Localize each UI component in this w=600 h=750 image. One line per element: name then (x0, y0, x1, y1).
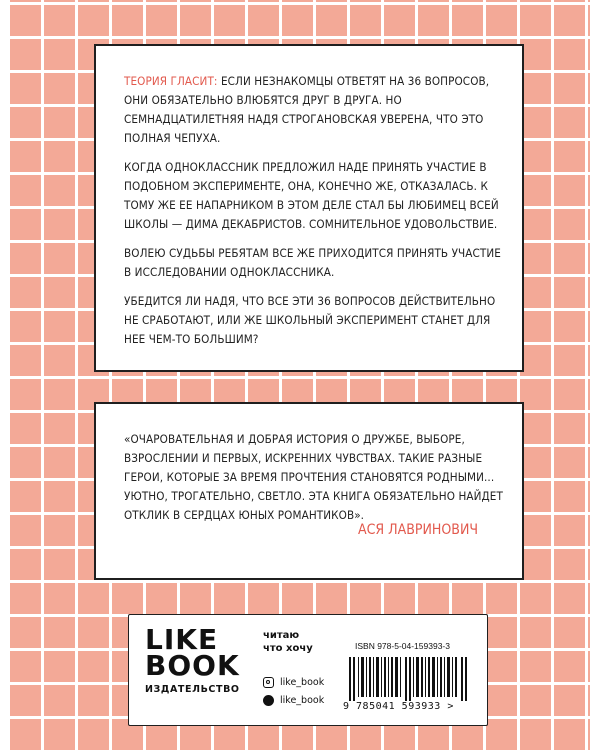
description-paragraph-1 (124, 72, 504, 148)
logo-subtitle: ИЗДАТЕЛЬСТВО (145, 684, 240, 695)
vk-icon (263, 695, 274, 706)
slogan (263, 629, 313, 655)
instagram-link[interactable] (263, 677, 324, 688)
description-paragraph-2: КОГДА ОДНОКЛАССНИК ПРЕДЛОЖИЛ НАДЕ ПРИНЯТЬ УЧАСТИЕ В ПОДОБНОМ ЭКСПЕРИМЕНТЕ, ОНА, КОНЕЧНО ЖЕ, ОТКАЗАЛАСЬ. К ТОМУ ЖЕ ЕЕ НАПАРНИКОМ В ЭТОМ ДЕЛЕ СТАЛ БЫ ЛЮБИМЕЦ ВСЕЙ ШКОЛЫ — ДИМА ДЕКАБРИСТОВ. СОМНИТЕЛЬНОЕ УДОВОЛЬСТВИЕ. (124, 160, 499, 231)
isbn-text: ISBN 978-5-04-159393-3 (355, 641, 450, 651)
logo-line-like: LIKE (145, 623, 219, 656)
instagram-handle: like_book (280, 677, 325, 688)
quote-panel (94, 402, 524, 580)
barcode-number: 9 785041 593933 > (343, 701, 454, 712)
description-paragraph-1-text: ЕСЛИ НЕЗНАКОМЦЫ ОТВЕТЯТ НА 36 ВОПРОСОВ, ОНИ ОБЯЗАТЕЛЬНО ВЛЮБЯТСЯ ДРУГ В ДРУГА. НО СЕМНАДЦАТИЛЕТНЯЯ НАДЯ СТРОГАНОВСКАЯ УВЕРЕНА, ЧТО ЭТО ПОЛНАЯ ЧЕПУХА. (124, 74, 490, 145)
description-paragraph-4: УБЕДИТСЯ ЛИ НАДЯ, ЧТО ВСЕ ЭТИ 36 ВОПРОСОВ ДЕЙСТВИТЕЛЬНО НЕ СРАБОТАЮТ, ИЛИ ЖЕ ШКОЛЬНЫЙ ЭКСПЕРИМЕНТ СТАНЕТ ДЛЯ НЕЕ ЧЕМ-ТО БОЛЬШИМ? (124, 294, 496, 346)
description-paragraph-3: ВОЛЕЮ СУДЬБЫ РЕБЯТАМ ВСЕ ЖЕ ПРИХОДИТСЯ ПРИНЯТЬ УЧАСТИЕ В ИССЛЕДОВАНИИ ОДНОКЛАССНИКА. (124, 246, 501, 279)
slogan-line-2: что хочу (263, 643, 313, 654)
instagram-icon (263, 677, 274, 688)
logo-line-book: BOOK (145, 649, 240, 682)
description-panel (94, 44, 524, 372)
theory-lead: ТЕОРИЯ ГЛАСИТ: (124, 74, 218, 88)
book-back-cover (10, 0, 590, 750)
vk-link[interactable] (263, 695, 324, 706)
vk-handle: like_book (280, 695, 325, 706)
review-quote: «ОЧАРОВАТЕЛЬНАЯ И ДОБРАЯ ИСТОРИЯ О ДРУЖБЕ, ВЫБОРЕ, ВЗРОСЛЕНИИ И ПЕРВЫХ, ИСКРЕННИХ ЧУВСТВАХ. ТАКИЕ РАЗНЫЕ ГЕРОИ, КОТОРЫЕ ЗА ВРЕМЯ ПРОЧТЕНИЯ СТАНОВЯТСЯ РОДНЫМИ... УЮТНО, ТРОГАТЕЛЬНО, СВЕТЛО. ЭТА КНИГА ОБЯЗАТЕЛЬНО НАЙДЕТ ОТКЛИК В СЕРДЦАХ ЮНЫХ РОМАНТИКОВ». (124, 432, 503, 522)
quote-author: АСЯ ЛАВРИНОВИЧ (358, 522, 478, 538)
slogan-line-1: читаю (263, 630, 300, 641)
publisher-panel (128, 614, 488, 726)
likebook-logo (145, 623, 240, 695)
barcode-icon (349, 657, 467, 701)
